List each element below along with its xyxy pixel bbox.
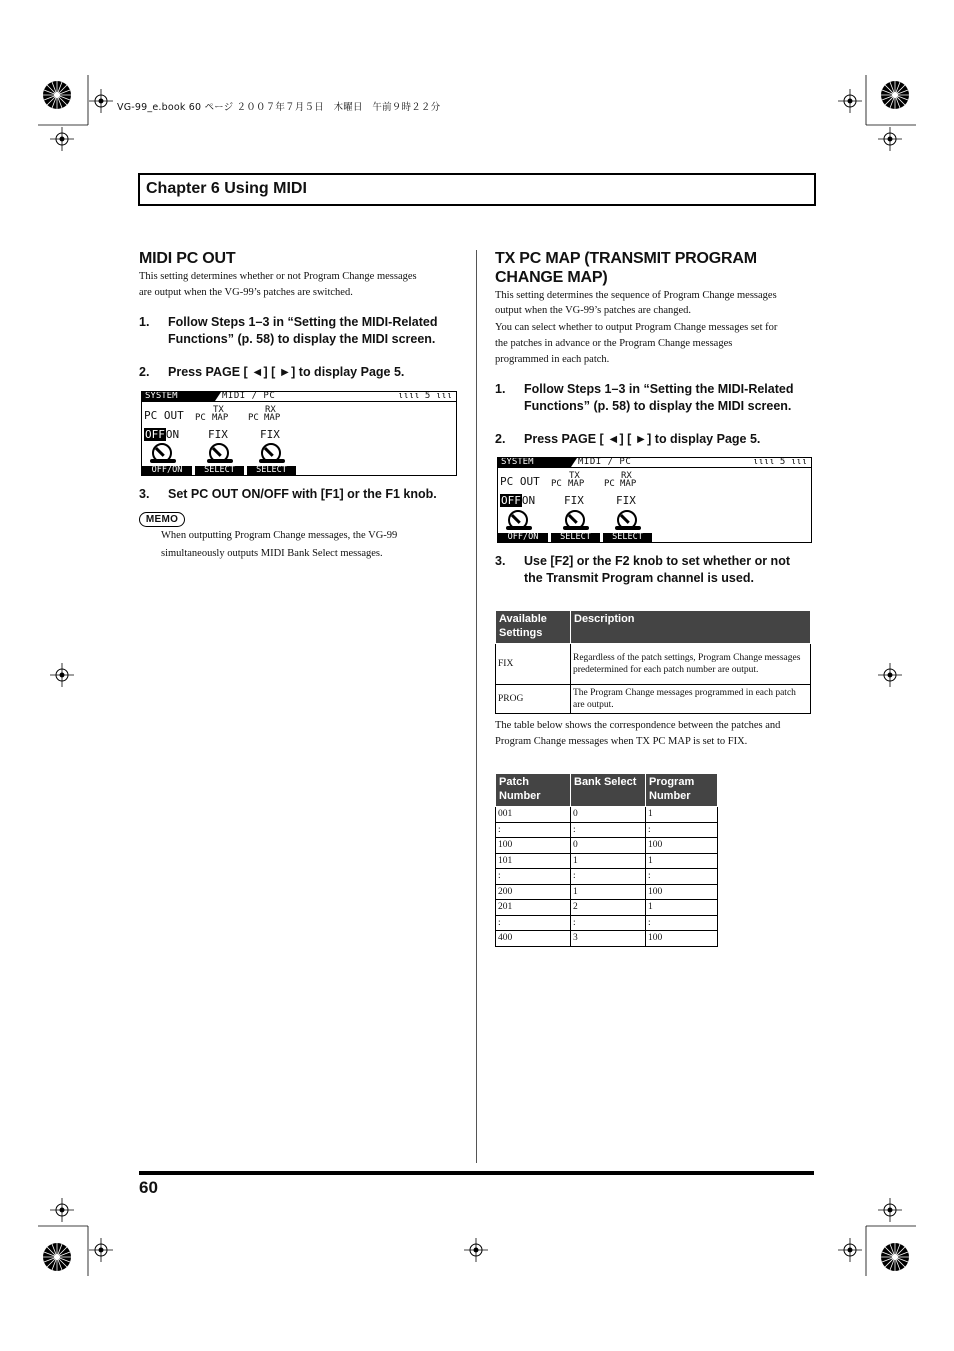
table-cell: 200: [496, 884, 571, 900]
table-cell: 1: [571, 884, 646, 900]
intro-line: are output when the VG-99’s patches are switched.: [139, 287, 353, 298]
step-text: Follow Steps 1–3 in “Setting the MIDI-Related: [524, 382, 794, 396]
page-number: 60: [139, 1178, 158, 1197]
table-cell: :: [646, 915, 718, 931]
table-cell: :: [646, 869, 718, 885]
intro-line: programmed in each patch.: [495, 354, 610, 365]
lcd-system-tab: SYSTEM: [498, 458, 571, 467]
step-text: Follow Steps 1–3 in “Setting the MIDI-Related: [168, 315, 438, 329]
table-row: [496, 884, 718, 900]
footer-rule: [139, 1171, 814, 1175]
lcd-page-indicator: ιιιι 5 ιιι: [397, 391, 452, 401]
memo-text: When outputting Program Change messages, the VG-99: [161, 530, 398, 541]
f3-knob-icon: [261, 443, 281, 463]
lcd-pc-out-value: [144, 429, 179, 440]
table-cell: 0: [571, 838, 646, 854]
tx-pc-map-section: [495, 249, 757, 287]
table-header-cell: Description: [571, 611, 811, 644]
table-cell: 1: [646, 853, 718, 869]
table-cell: PROG: [496, 685, 571, 714]
table-cell: :: [571, 822, 646, 838]
f2-knob-icon: [565, 510, 585, 530]
lcd-pc-label: PC: [195, 413, 206, 423]
lcd-fn3-label: SELECT: [603, 533, 652, 542]
table-cell: :: [571, 869, 646, 885]
step-text: Set PC OUT ON/OFF with [F1] or the F1 knob.: [168, 487, 437, 501]
table-cell: :: [571, 915, 646, 931]
step-text: Functions” (p. 58) to display the MIDI screen.: [524, 399, 792, 413]
table-row: [496, 869, 718, 885]
table-cell: 201: [496, 900, 571, 916]
table-cell: 1: [646, 900, 718, 916]
lcd-tx-label: TX: [569, 471, 580, 481]
step-text: Press PAGE [ ◄] [ ►] to display Page 5.: [524, 432, 761, 446]
file-header: VG-99_e.book 60 ページ ２００７年７月５日 木曜日 午前９時２２分: [117, 102, 441, 113]
table-row: [496, 853, 718, 869]
step-number: 1.: [139, 315, 150, 329]
table-cell: 100: [646, 838, 718, 854]
table-cell: :: [496, 869, 571, 885]
f3-knob-icon: [617, 510, 637, 530]
table-row: [496, 931, 718, 947]
chapter-header: [138, 173, 816, 206]
memo-icon: MEMO: [139, 512, 185, 527]
table-cell: 101: [496, 853, 571, 869]
lcd-on-option: ON: [165, 428, 180, 441]
step-1: [139, 314, 469, 350]
step-number: 3.: [139, 487, 150, 501]
lcd-pc-label: PC: [604, 479, 615, 489]
lcd-pc-label: PC: [551, 479, 562, 489]
lcd-map-label: MAP: [620, 479, 637, 489]
lcd-fn2-label: SELECT: [551, 533, 600, 542]
lcd-fn1-label: OFF/ON: [142, 466, 192, 475]
intro-line: You can select whether to output Program Change messages set for: [495, 322, 778, 333]
table-cell: 100: [646, 931, 718, 947]
lcd-tx-value: FIX: [208, 428, 228, 441]
table-header-cell: Program Number: [646, 774, 718, 807]
step-number: 1.: [495, 382, 506, 396]
lcd-on-option: ON: [521, 494, 536, 507]
lcd-pc-label: PC: [248, 413, 259, 423]
f1-knob-icon: [152, 443, 172, 463]
lcd-midi-pc-label: MIDI / PC: [222, 391, 276, 401]
chapter-title: Chapter 6 Using MIDI: [146, 180, 307, 197]
table-cell: :: [496, 822, 571, 838]
table-row: [496, 685, 811, 714]
table-header-cell: Bank Select: [571, 774, 646, 807]
step-number: 3.: [495, 554, 506, 568]
intro-line: the patches in advance or the Program Change messages: [495, 338, 733, 349]
table-row: [496, 838, 718, 854]
table-cell: 001: [496, 807, 571, 823]
step-2: [495, 431, 815, 449]
lcd-rx-label: RX: [265, 405, 276, 415]
step-number: 2.: [495, 432, 506, 446]
lcd-rx-label: RX: [621, 471, 632, 481]
table-cell: 100: [646, 884, 718, 900]
table-header-row: [496, 774, 718, 807]
table-row: [496, 644, 811, 685]
lcd-off-selected: OFF: [501, 494, 521, 507]
lcd-pc-out-label: PC OUT: [144, 409, 184, 422]
lcd-title-bar: [142, 392, 456, 402]
lcd-system-tab: SYSTEM: [142, 392, 215, 401]
table-row: [496, 822, 718, 838]
table-cell: 1: [646, 807, 718, 823]
table-caption: The table below shows the correspondence between the patches and: [495, 720, 781, 731]
lcd-fn1-label: OFF/ON: [498, 533, 548, 542]
lcd-map-label: MAP: [568, 479, 585, 489]
table-row: [496, 807, 718, 823]
table-header-cell: Available Settings: [496, 611, 571, 644]
lcd-map-label: MAP: [212, 413, 229, 423]
column-divider: [476, 250, 477, 1163]
step-text: Use [F2] or the F2 knob to set whether or not: [524, 554, 790, 568]
lcd-fn2-label: SELECT: [195, 466, 244, 475]
table-cell: :: [646, 822, 718, 838]
lcd-pc-out-value: [500, 495, 535, 506]
table-cell: 3: [571, 931, 646, 947]
table-cell: 2: [571, 900, 646, 916]
lcd-tx-value: FIX: [564, 494, 584, 507]
lcd-screen: [141, 391, 457, 476]
table-cell: 100: [496, 838, 571, 854]
lcd-pc-out-label: PC OUT: [500, 475, 540, 488]
step-1: [495, 381, 815, 417]
patch-map-table: [495, 773, 718, 947]
lcd-midi-pc-label: MIDI / PC: [578, 457, 632, 467]
settings-table: [495, 610, 811, 714]
table-cell: 0: [571, 807, 646, 823]
memo-text: simultaneously outputs MIDI Bank Select messages.: [161, 548, 383, 559]
lcd-tx-label: TX: [213, 405, 224, 415]
table-cell: 1: [571, 853, 646, 869]
table-header-row: [496, 611, 811, 644]
table-cell: :: [496, 915, 571, 931]
intro-line: This setting determines the sequence of Program Change messages: [495, 290, 777, 301]
lcd-page-indicator: ιιιι 5 ιιι: [752, 457, 807, 467]
table-row: [496, 915, 718, 931]
f2-knob-icon: [209, 443, 229, 463]
intro-line: output when the VG-99’s patches are changed.: [495, 305, 692, 316]
step-3: [139, 486, 469, 504]
section-heading: CHANGE MAP): [495, 269, 608, 286]
step-text: Press PAGE [ ◄] [ ►] to display Page 5.: [168, 365, 405, 379]
lcd-off-selected: OFF: [145, 428, 165, 441]
midi-pc-out-section: [139, 249, 235, 268]
step-2: [139, 364, 469, 382]
table-cell: The Program Change messages programmed in each patch are output.: [571, 685, 811, 714]
lcd-screen: [497, 457, 812, 543]
section-heading: MIDI PC OUT: [139, 250, 236, 267]
table-cell: Regardless of the patch settings, Program Change messages predetermined for each patch number are output.: [571, 644, 811, 685]
section-heading: TX PC MAP (TRANSMIT PROGRAM: [495, 250, 757, 267]
intro-line: This setting determines whether or not Program Change messages: [139, 271, 417, 282]
lcd-fn3-label: SELECT: [247, 466, 296, 475]
table-header-cell: Patch Number: [496, 774, 571, 807]
lcd-map-label: MAP: [264, 413, 281, 423]
table-caption: Program Change messages when TX PC MAP is set to FIX.: [495, 736, 748, 747]
lcd-rx-value: FIX: [616, 494, 636, 507]
table-row: [496, 900, 718, 916]
lcd-rx-value: FIX: [260, 428, 280, 441]
step-3: [495, 553, 815, 589]
step-text: the Transmit Program channel is used.: [524, 571, 754, 585]
f1-knob-icon: [508, 510, 528, 530]
lcd-title-bar: [498, 458, 811, 468]
step-number: 2.: [139, 365, 150, 379]
step-text: Functions” (p. 58) to display the MIDI screen.: [168, 332, 436, 346]
table-cell: 400: [496, 931, 571, 947]
table-cell: FIX: [496, 644, 571, 685]
